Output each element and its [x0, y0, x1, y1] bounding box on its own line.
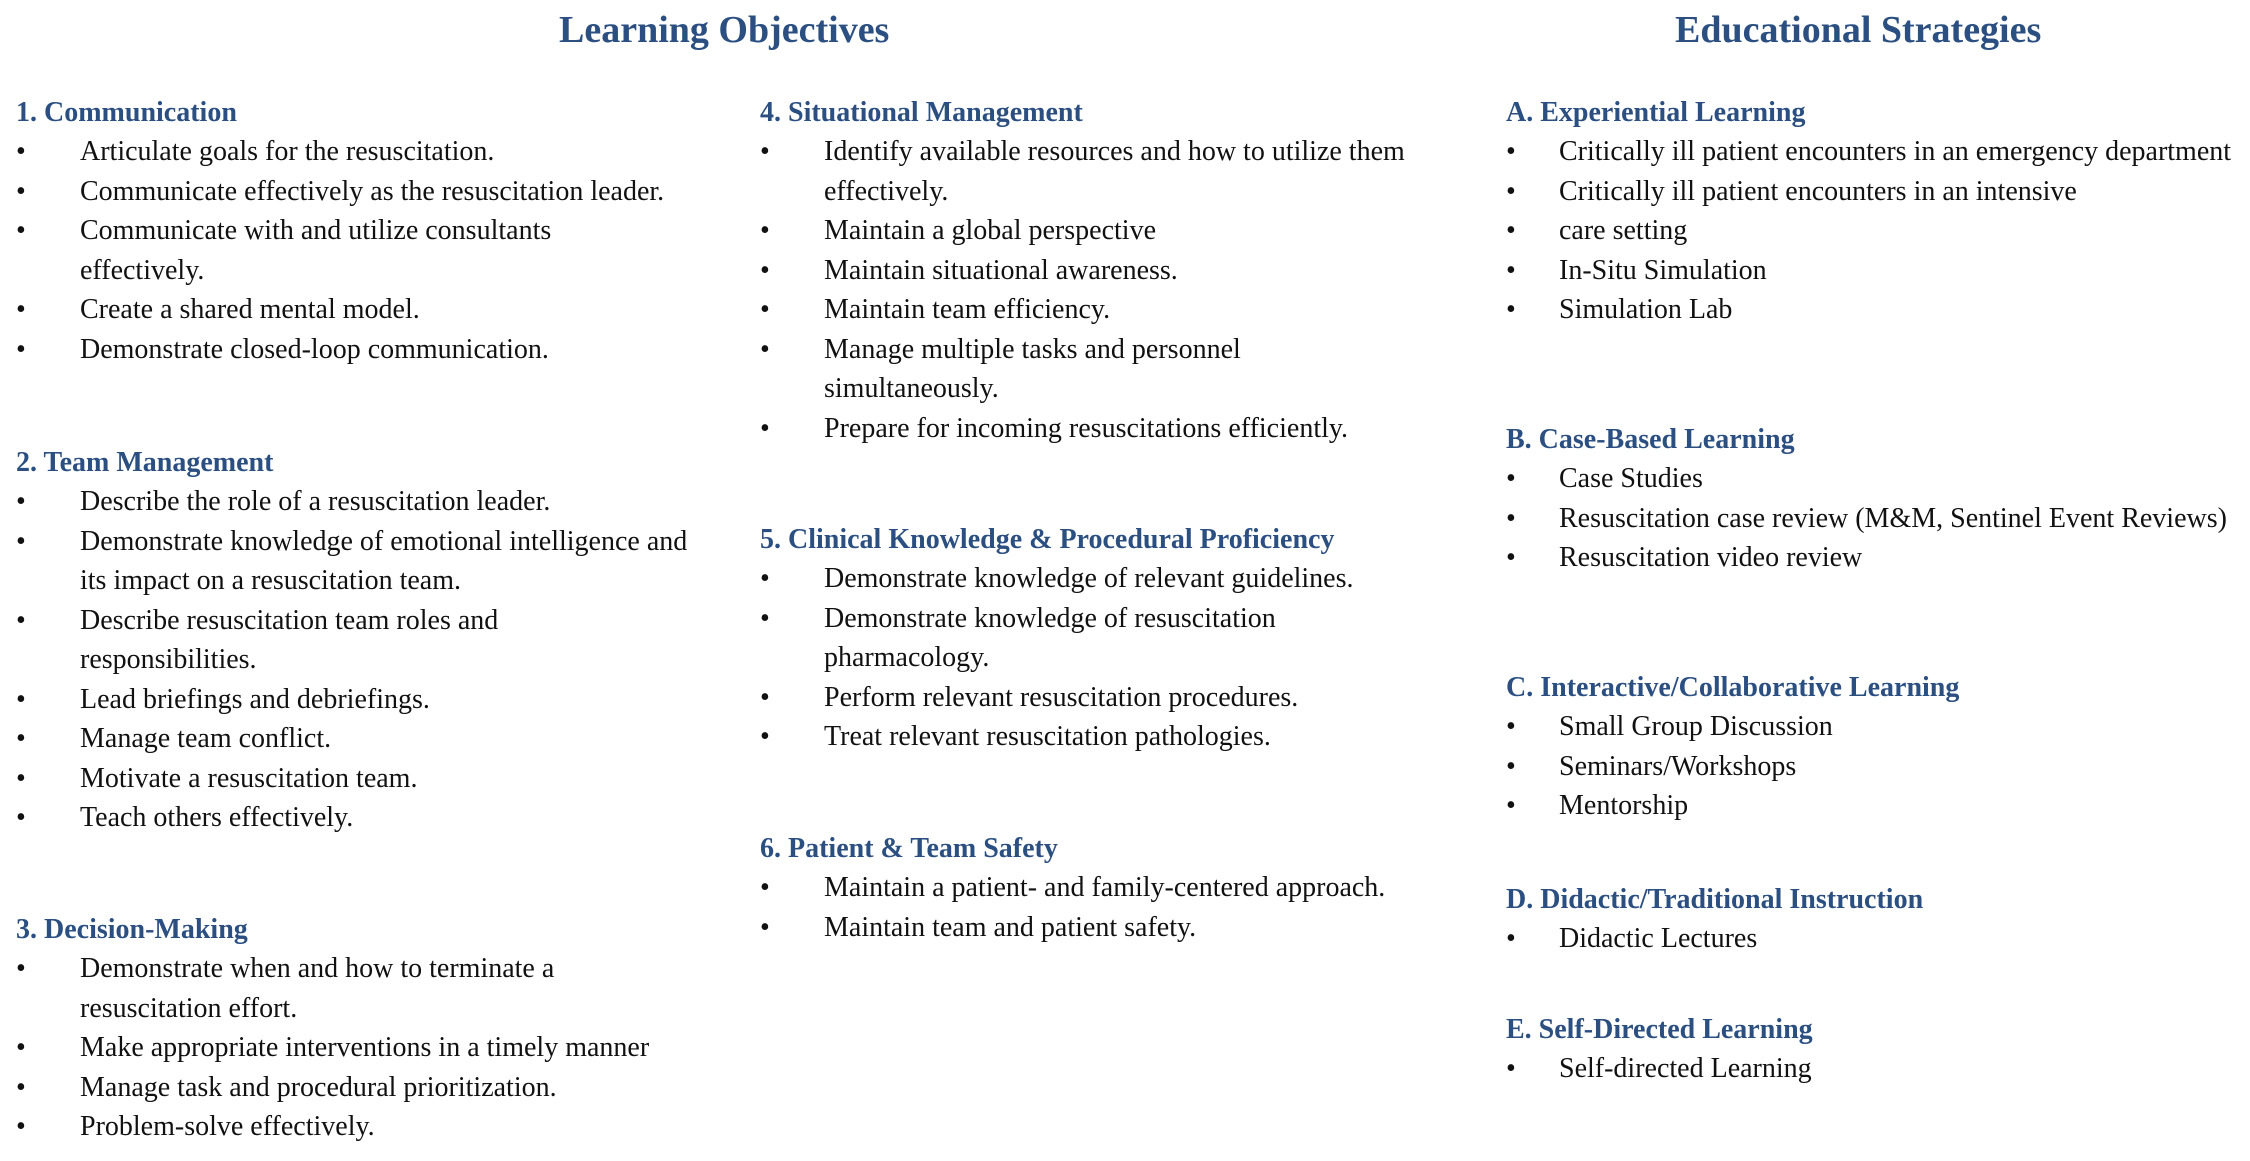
strategy-list [1506, 707, 2246, 826]
list-item: • Describe resuscitation team roles and responsibilities. [16, 601, 580, 680]
strategy-list [1506, 132, 2246, 330]
list-item: • Make appropriate interventions in a timely manner [16, 1028, 761, 1068]
list-item: • Problem-solve effectively. [16, 1107, 761, 1147]
educational-strategies-title: Educational Strategies [1675, 9, 2042, 51]
objective-clinical-knowledge [760, 520, 1505, 757]
strategy-interactive-learning [1506, 668, 2246, 826]
list-item: • Communicate with and utilize consultants effectively. [16, 211, 640, 290]
list-item: • Prepare for incoming resuscitations efficiently. [760, 409, 1505, 449]
strategy-self-directed-learning [1506, 1010, 2246, 1089]
objective-communication [16, 93, 761, 369]
section-heading: D. Didactic/Traditional Instruction [1506, 884, 1924, 915]
objective-list [760, 132, 1505, 448]
list-item: • Demonstrate knowledge of emotional intelligence and its impact on a resuscitation team. [16, 522, 720, 601]
strategy-experiential-learning [1506, 93, 2246, 330]
strategy-case-based-learning [1506, 420, 2246, 578]
list-item: • Identify available resources and how to utilize them effectively. [760, 132, 1504, 211]
list-item: • Case Studies [1506, 459, 2246, 499]
list-item: • Critically ill patient encounters in an intensive [1506, 172, 2246, 212]
list-item: • Teach others effectively. [16, 798, 761, 838]
section-heading: B. Case-Based Learning [1506, 424, 1795, 455]
objective-decision-making [16, 910, 761, 1147]
list-item: • Demonstrate knowledge of relevant guidelines. [760, 559, 1505, 599]
strategy-list [1506, 919, 2246, 959]
section-heading: E. Self-Directed Learning [1506, 1014, 1813, 1045]
list-item: • Lead briefings and debriefings. [16, 680, 761, 720]
section-heading: A. Experiential Learning [1506, 97, 1806, 128]
list-item: • Demonstrate knowledge of resuscitation pharmacology. [760, 599, 1384, 678]
list-item: • Maintain situational awareness. [760, 251, 1505, 291]
list-item: • Critically ill patient encounters in an emergency department [1506, 132, 2249, 172]
section-heading: 2. Team Management [16, 447, 274, 478]
list-item: • Treat relevant resuscitation pathologies. [760, 717, 1505, 757]
objective-patient-team-safety [760, 829, 1505, 947]
list-item: • Manage task and procedural prioritization. [16, 1068, 761, 1108]
list-item: • Resuscitation case review (M&M, Sentinel Event Reviews) [1506, 499, 2250, 539]
list-item: • Motivate a resuscitation team. [16, 759, 761, 799]
list-item: • Demonstrate when and how to terminate a resuscitation effort. [16, 949, 680, 1028]
objective-team-management [16, 443, 761, 838]
list-item: • Maintain team and patient safety. [760, 908, 1505, 948]
list-item: • Manage team conflict. [16, 719, 761, 759]
list-item: • Create a shared mental model. [16, 290, 761, 330]
list-item: • Maintain a patient- and family-centered approach. [760, 868, 1505, 908]
section-heading: C. Interactive/Collaborative Learning [1506, 672, 1960, 703]
strategy-list [1506, 459, 2246, 578]
list-item: • Demonstrate closed-loop communication. [16, 330, 761, 370]
list-item: • Didactic Lectures [1506, 919, 2246, 959]
list-item: • Maintain a global perspective [760, 211, 1505, 251]
list-item: • Describe the role of a resuscitation leader. [16, 482, 761, 522]
objective-list [16, 132, 761, 369]
section-heading: 6. Patient & Team Safety [760, 833, 1058, 864]
list-item: • Perform relevant resuscitation procedures. [760, 678, 1505, 718]
objective-list [16, 949, 761, 1147]
section-heading: 3. Decision-Making [16, 914, 248, 945]
list-item: • Resuscitation video review [1506, 538, 2246, 578]
list-item: • Communicate effectively as the resuscitation leader. [16, 172, 761, 212]
list-item: • Mentorship [1506, 786, 2246, 826]
learning-objectives-title: Learning Objectives [559, 9, 890, 51]
list-item: • In-Situ Simulation [1506, 251, 2246, 291]
section-heading: 1. Communication [16, 97, 237, 128]
list-item: • Simulation Lab [1506, 290, 2246, 330]
objective-list [16, 482, 761, 838]
list-item: • care setting [1506, 211, 2246, 251]
section-heading: 5. Clinical Knowledge & Procedural Proficiency [760, 524, 1335, 555]
list-item: • Maintain team efficiency. [760, 290, 1505, 330]
objective-situational-management [760, 93, 1505, 448]
strategy-list [1506, 1049, 2246, 1089]
strategy-didactic-instruction [1506, 880, 2246, 959]
objective-list [760, 559, 1505, 757]
list-item: • Small Group Discussion [1506, 707, 2246, 747]
list-item: • Manage multiple tasks and personnel simultaneously. [760, 330, 1384, 409]
list-item: • Self-directed Learning [1506, 1049, 2246, 1089]
list-item: • Articulate goals for the resuscitation. [16, 132, 761, 172]
section-heading: 4. Situational Management [760, 97, 1083, 128]
objective-list [760, 868, 1505, 947]
list-item: • Seminars/Workshops [1506, 747, 2246, 787]
